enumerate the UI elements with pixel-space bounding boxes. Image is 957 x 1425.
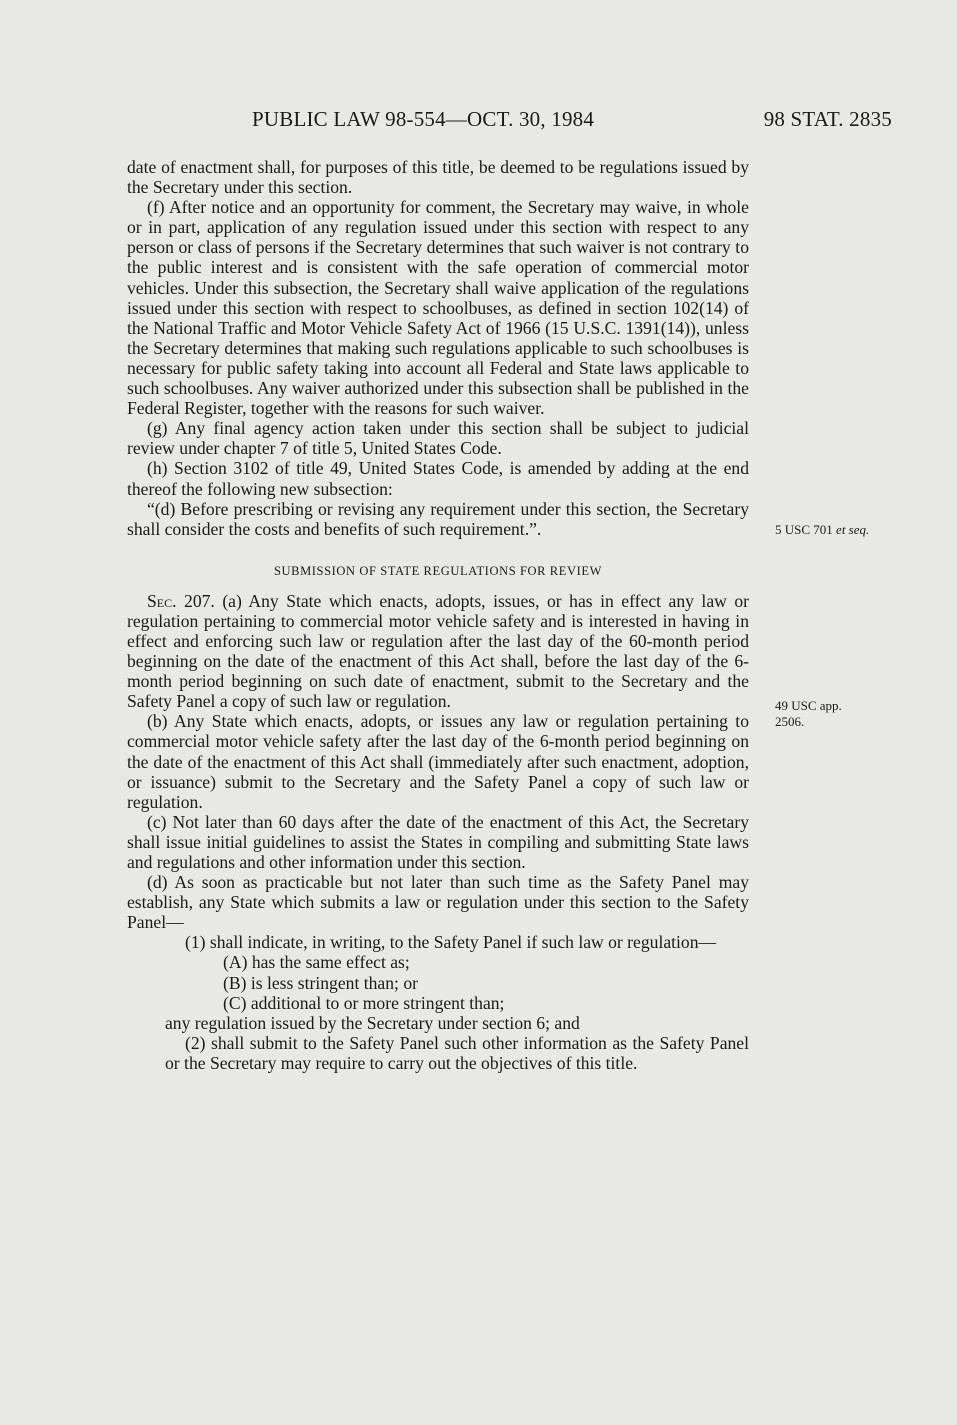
paragraph-207a-text: 207. (a) Any State which enacts, adopts, issues, or has in effect any law or regulation pertaining to commercial motor vehicle safety and is interested in having in effect and enforcing such law or regulation after the last day of the 60-month period beginning on the date of the enactment of this Act shall, before the last day of the 6-month period beginning on such date of enactment, submit to the Secretary and the Safety Panel a copy of such law or regulation. bbox=[127, 590, 749, 712]
list-item-1: (1) shall indicate, in writing, to the Safety Panel if such law or regulation— bbox=[185, 932, 717, 953]
paragraph-g: (g) Any final agency action taken under this section shall be subject to judicial review under chapter 7 of title 5, United States Code. bbox=[127, 418, 749, 459]
paragraph-207a bbox=[127, 591, 749, 712]
paragraph-207b: (b) Any State which enacts, adopts, or issues any law or regulation pertaining to commercial motor vehicle safety after the last day of the 6-month period beginning on the date of the enactment of this Act shall (immediately after such enactment, adoption, or issuance) submit to the Secretary and the Safety Panel a copy of such law or regulation. bbox=[127, 711, 749, 812]
paragraph-207d: (d) As soon as practicable but not later than such time as the Safety Panel may establish, any State which submits a law or regulation under this section to the Safety Panel— bbox=[127, 872, 749, 933]
header-law-title: PUBLIC LAW 98-554—OCT. 30, 1984 bbox=[252, 107, 595, 131]
section-label: Sec. bbox=[147, 590, 177, 611]
paragraph-h: (h) Section 3102 of title 49, United States Code, is amended by adding at the end thereof the following new subsection: bbox=[127, 458, 749, 499]
list-item-2: (2) shall submit to the Safety Panel such other information as the Safety Panel or the Secretary may require to carry out the objectives of this title. bbox=[165, 1032, 749, 1073]
margin-note-5-usc-701 bbox=[775, 522, 915, 538]
paragraph-f: (f) After notice and an opportunity for comment, the Secretary may waive, in whole or in part, application of any regulation issued under this section with respect to any person or class of persons if the Secretary determines that such waiver is not contrary to the public interest and is consistent with the safe operation of commercial motor vehicles. Under this subsection, the Secretary shall waive application of the regulations issued under this section with respect to schoolbuses, as defined in section 102(14) of the National Traffic and Motor Vehicle Safety Act of 1966 (15 U.S.C. 1391(14)), unless the Secretary determines that making such regulations applicable to such schoolbuses is necessary for public safety taking into account all Federal and State laws applicable to such schoolbuses. Any waiver authorized under this subsection shall be published in the Federal Register, together with the reasons for such waiver. bbox=[127, 197, 749, 419]
document-body bbox=[127, 157, 749, 1073]
paragraph-e-continuation: date of enactment shall, for purposes of this title, be deemed to be regulations issued by the Secretary under this section. bbox=[127, 157, 749, 198]
margin-note-49-usc-2506: 49 USC app. 2506. bbox=[775, 698, 842, 729]
paragraph-207c: (c) Not later than 60 days after the date of the enactment of this Act, the Secretary shall issue initial guidelines to assist the States in compiling and submitting State laws and regulations and other information under this section. bbox=[127, 811, 749, 872]
header-stat-page: 98 STAT. 2835 bbox=[763, 107, 892, 131]
list-item-C: (C) additional to or more stringent than; bbox=[223, 992, 505, 1013]
list-item-B: (B) is less stringent than; or bbox=[223, 972, 418, 993]
section-heading: SUBMISSION OF STATE REGULATIONS FOR REVIEW bbox=[273, 563, 603, 578]
margin-note-et-seq: et seq. bbox=[836, 522, 870, 537]
margin-note-5-usc-701-text: 5 USC 701 bbox=[775, 522, 837, 537]
paragraph-h-quote: “(d) Before prescribing or revising any requirement under this section, the Secretary shall consider the costs and benefits of such requirement.”. bbox=[127, 498, 749, 539]
list-item-any-regulation: any regulation issued by the Secretary under section 6; and bbox=[165, 1012, 580, 1033]
page-header bbox=[252, 107, 892, 137]
list-item-A: (A) has the same effect as; bbox=[223, 952, 410, 973]
